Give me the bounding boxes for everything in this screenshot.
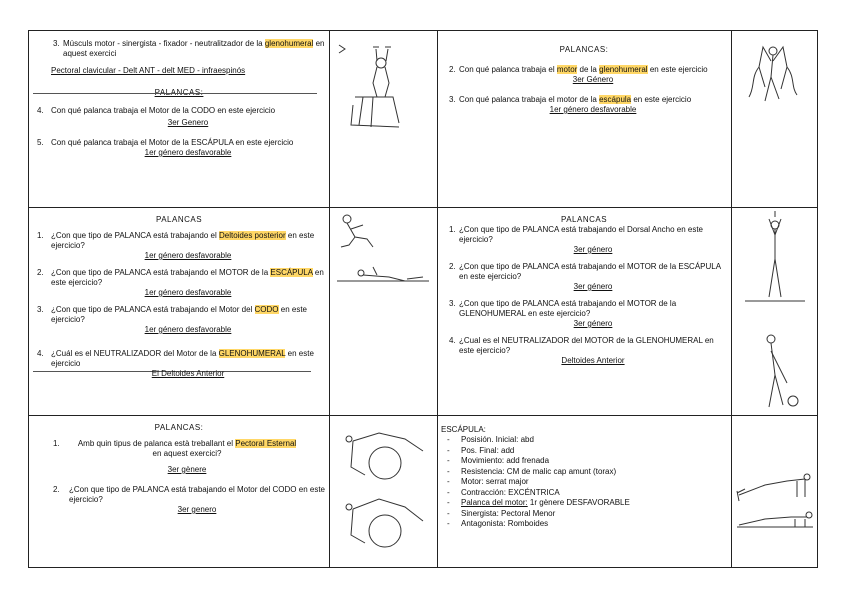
cell-r3-right [441, 425, 727, 530]
question-text: ¿Con que tipo de PALANCA está trabajando el MOTOR de la [51, 268, 271, 277]
highlight: Pectoral Esternal [235, 439, 297, 448]
grid-line [329, 31, 330, 567]
highlight: ESCÁPULA [270, 268, 313, 277]
answer: 3er género [573, 282, 613, 291]
cell-r1-left [33, 39, 325, 165]
section-title: PALANCAS [155, 215, 203, 224]
question-text: ¿Cuál es el NEUTRALIZADOR del Motor de la [51, 349, 219, 358]
answer: 1er género desfavorable [549, 105, 637, 114]
section-title: PALANCAS [560, 215, 608, 224]
cell-r3-left [33, 423, 325, 522]
question-number: 2. [53, 485, 60, 494]
highlight: CODO [254, 305, 279, 314]
question-number: 4. [449, 336, 456, 345]
highlight: escápula [599, 95, 632, 104]
battle-rope-illustration [741, 37, 811, 117]
question-text: Con qué palanca trabaja el Motor de la CODO en este ejercicio [51, 106, 276, 115]
list-item: - Sinergista: Pectoral Menor [441, 509, 727, 520]
question-text: ¿Con que tipo de PALANCA está trabajando el MOTOR de la GLENOHUMERAL en este ejercicio? [459, 299, 677, 318]
question-text: en aquest exercici [63, 39, 325, 58]
list-item: - Movimiento: add frenada [441, 456, 727, 467]
plank-pushup-illustration [735, 471, 815, 551]
question-number: 3. [449, 299, 456, 308]
answer: 3er Genero [167, 118, 209, 127]
muscles-answer: Pectoral clavicular - Delt ANT - delt MED - infraespinós [51, 66, 246, 75]
question-text: ¿Con que tipo de PALANCA está trabajando el [51, 231, 219, 240]
question-text: Amb quin tipus de palanca està treballant el [77, 439, 236, 448]
question-text: en este ejercicio? [51, 268, 324, 287]
question-text: ¿Con que tipo de PALANCA está trabajando el Motor del [51, 305, 255, 314]
answer: 1er género desfavorable [144, 325, 232, 334]
section-title: ESCÁPULA: [441, 425, 486, 434]
question-text: ¿Con que tipo de PALANCA está trabajando el Motor del CODO en este ejercicio? [69, 485, 325, 504]
grid-line [29, 415, 817, 416]
cell-r2-left [33, 215, 325, 386]
answer: 3er genero [177, 505, 217, 514]
highlight: Deltoides posterior [218, 231, 286, 240]
question-text: en este ejercicio? [51, 305, 307, 324]
section-title: PALANCAS: [154, 423, 204, 432]
list-item: - Pos. Final: add [441, 446, 727, 457]
question-number: 1. [449, 225, 456, 234]
divider [33, 93, 317, 94]
question-text: ¿Cual es el NEUTRALIZADOR del MOTOR de la GLENOHUMERAL en este ejercicio? [459, 336, 714, 355]
fitball-pushup-illustration [339, 423, 429, 563]
list-item: - Posisión. Inicial: abd [441, 435, 727, 446]
question-text: en este ejercicio? [51, 231, 315, 250]
answer: 1er género desfavorable [144, 148, 232, 157]
exercise-table [28, 30, 818, 568]
question-number: 1. [37, 231, 44, 240]
lever-label: Palanca del motor: [461, 498, 528, 507]
question-number: 1. [53, 439, 60, 448]
question-number: 3. [53, 39, 60, 48]
highlight: glenohumeral [599, 65, 648, 74]
highlight: motor [556, 65, 578, 74]
list-item: - Resistencia: CM de malic cap amunt (torax) [441, 467, 727, 478]
answer: El Deltoides Anterior [151, 369, 225, 378]
grid-line [29, 207, 817, 208]
question-text: Con qué palanca trabaja el motor de la [459, 95, 600, 104]
question-text: ¿Con que tipo de PALANCA está trabajando el MOTOR de la ESCÁPULA en este ejercicio? [459, 262, 721, 281]
question-text: en este ejercicio [631, 95, 692, 104]
answer: 3er género [573, 245, 613, 254]
section-title: PALANCAS: [559, 45, 609, 54]
question-number: 4. [37, 106, 44, 115]
question-number: 3. [37, 305, 44, 314]
kneeling-exercise-illustration [333, 211, 433, 291]
question-number: 2. [449, 65, 456, 74]
question-text: Con qué palanca trabaja el Motor de la ESCÁPULA en este ejercicio [51, 138, 294, 147]
answer: 3er género [573, 319, 613, 328]
list-item: - Antagonista: Romboides [441, 519, 727, 530]
grid-line [437, 31, 438, 567]
highlight: glenohumeral [264, 39, 314, 48]
answer: Deltoides Anterior [561, 356, 625, 365]
question-number: 2. [449, 262, 456, 271]
scapula-analysis-list [441, 435, 727, 530]
list-item: - Motor: serrat major [441, 477, 727, 488]
question-number: 5. [37, 138, 44, 147]
grid-line [731, 31, 732, 567]
answer: 1er género desfavorable [144, 251, 232, 260]
standing-figure-illustration [739, 211, 813, 411]
question-text: de la [577, 65, 600, 74]
seated-dumbbell-press-illustration [333, 35, 433, 135]
question-text: ¿Con que tipo de PALANCA está trabajando el Dorsal Ancho en este ejercicio? [459, 225, 704, 244]
question-number: 3. [449, 95, 456, 104]
answer: 3er gènere [167, 465, 207, 474]
answer: 1er género desfavorable [144, 288, 232, 297]
lever-value: 1r gènere DESFAVORABLE [527, 498, 630, 507]
cell-r1-right [441, 45, 727, 122]
question-text: en aquest exercici? [152, 449, 222, 458]
question-number: 2. [37, 268, 44, 277]
cell-r2-right [441, 215, 727, 373]
list-item: - Contracción: EXCÉNTRICA [441, 488, 727, 499]
question-number: 4. [37, 349, 44, 358]
question-text: en este ejercicio [647, 65, 708, 74]
question-text: en este ejercicio [51, 349, 314, 368]
question-text: Músculs motor - sinergista - fixador - neutralitzador de la [63, 39, 265, 48]
highlight: GLENOHUMERAL [218, 349, 286, 358]
list-item [441, 498, 727, 509]
answer: 3er Género [572, 75, 614, 84]
question-text: Con qué palanca trabaja el [459, 65, 557, 74]
